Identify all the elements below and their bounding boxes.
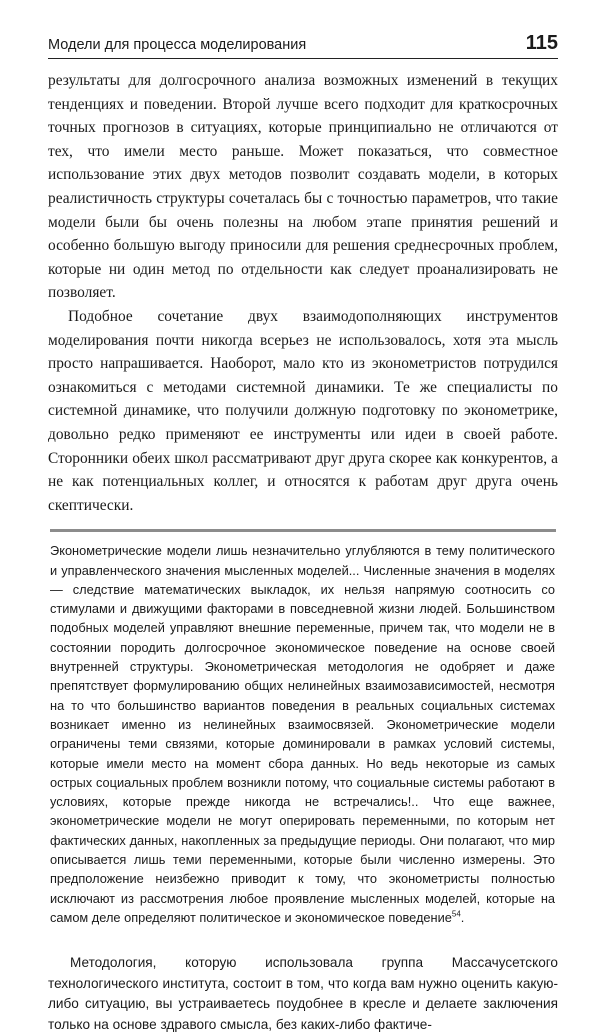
page-header <box>48 32 558 59</box>
page-number: 115 <box>525 32 558 54</box>
quote-end: . <box>460 909 465 925</box>
closing-paragraph: Методология, которую использовала группа Массачусетского технологического института, состоит в том, что когда вам нужно оценить какую-либо ситуацию, вы устраиваетесь поудобнее в кресле и делаете заключения только на основе здравого смысла, без каких-либо фактиче- <box>48 955 558 1032</box>
block-quote <box>50 541 555 927</box>
footnote-reference[interactable]: 54 <box>451 909 461 919</box>
body-paragraph: Подобное сочетание двух взаимодополняющих инструментов моделирования почти никогда всерьез не использовалось, хотя эта мысль просто напрашивается. Наоборот, мало кто из эконометристов потрудился ознакомиться с методами системной динамики. Те же специалисты по системной динамике, что получили должную подготовку по эконометрике, довольно редко применяют ее инструменты или идеи в своей работе. Сторонники обеих школ рассматривают друг друга скорее как конкурентов, а не как потенциальных коллег, и относятся к работам друг друга очень скептически. <box>48 307 558 514</box>
running-title: Модели для процесса моделирования <box>48 37 307 53</box>
body-paragraph: результаты для долгосрочного анализа возможных изменений в текущих тенденциях и поведении. Второй лучше всего подходит для краткосрочных точных прогнозов в ситуациях, которые принципиально не отличаются от тех, что имели место раньше. Может показаться, что совместное использование этих двух методов позволит создавать модели, в которых реалистичность структуры сочеталась бы с точностью параметров, что такие модели были бы очень полезны на любом этапе принятия решений и особенно большую выгоду приносили для решения среднесрочных проблем, которые ни один метод по отдельности как следует проанализировать не позволяет. <box>48 72 558 302</box>
quote-text: Эконометрические модели лишь незначительно углубляются в тему политического и управленческого значения мысленных моделей... Численные значения в моделях — следствие математических выкладок, их нельзя напрямую соотносить со стимулами и движущими факторами в повседневной жизни людей. Большинством подобных моделей управляют внешние переменные, причем так, что модели не в состоянии породить долгосрочное экономическое поведение на основе своей внутренней структуры. Эконометрическая методология не одобряет и даже препятствует формулированию общих нелинейных взаимозависимостей, несмотря на то что большинство вариантов поведения в реальных социальных системах возникает именно из нелинейных взаимосвязей. Эконометрические модели ограничены теми связями, которые доминировали в рамках условий системы, которые имели место на момент сбора данных. Но ведь некоторые из самых острых социальных проблем возникли потому, что социальные системы работают в условиях, которые прежде никогда не встречались!.. Что еще важнее, эконометрические модели не могут оперировать переменными, по которым нет фактических данных, накопленных за предыдущие периоды. Они полагают, что мир описывается лишь теми переменными, которые были численно измерены. Это предположение неизбежно приводит к тому, что эконометристы полностью исключают из рассмотрения любое проявление мысленных моделей, которые на самом деле определяют политическое и экономическое поведение <box>50 543 555 925</box>
quote-divider <box>50 529 556 532</box>
book-page <box>48 32 558 1036</box>
